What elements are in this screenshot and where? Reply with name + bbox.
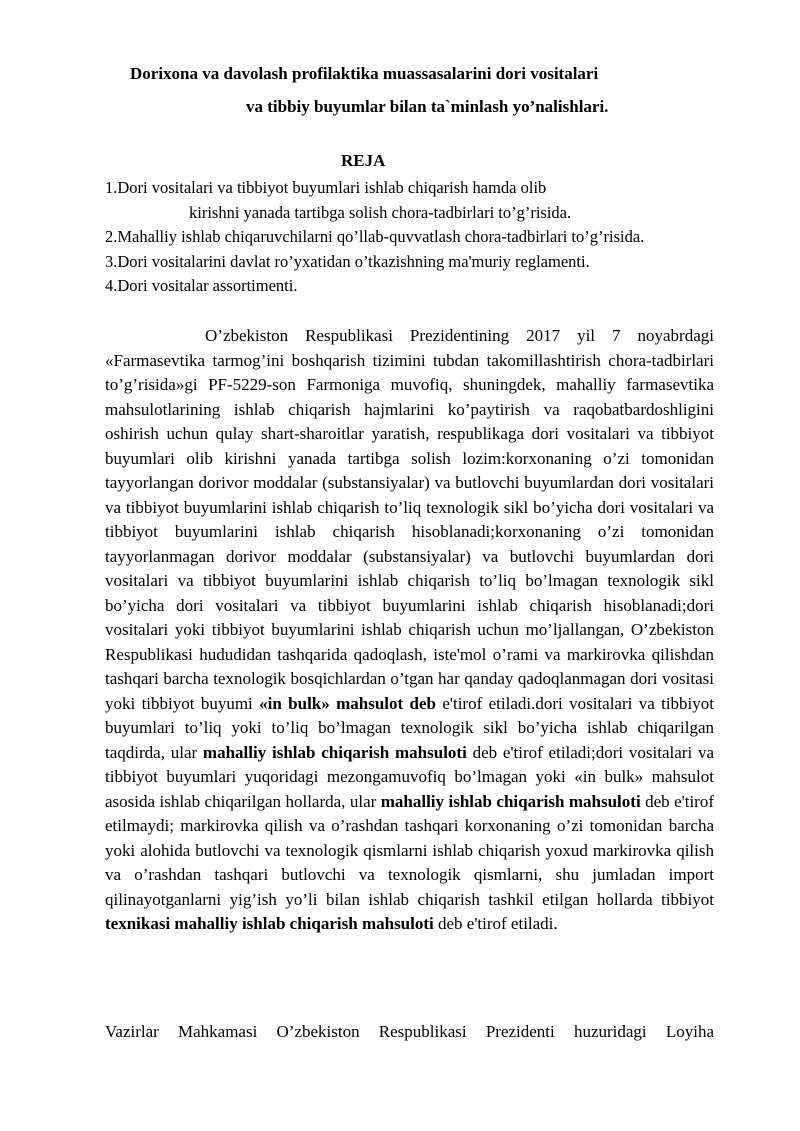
plan-heading: REJA (341, 151, 386, 170)
body-paragraph (105, 324, 714, 937)
body-text-segment: deb e'tirof etilmaydi; markirovka qilish va o’rashdan tashqari korxonaning o’zi tomonidan barcha yoki alohida butlovchi va texnologik qismlarni ishlab chiqarish yoxud markirovka qilish va o’rashdan tashqari butlovchi va texnologik qismlarni, shu jumladan import qilinayotganlarni yig’ish yo’li bilan ishlab chiqarish tashkil etilgan hollarda tibbiyot (105, 791, 714, 909)
document-title-line-2: va tibbiy buyumlar bilan ta`minlash yo’nalishlari. (246, 97, 609, 116)
plan-list (105, 176, 725, 299)
plan-item-3: 3.Dori vositalarini davlat ro’yxatidan o’tkazishning ma'muriy reglamenti. (105, 251, 590, 271)
plan-item-2: 2.Mahalliy ishlab chiqaruvchilarni qo’llab-quvvatlash chora-tadbirlari to’g’risida. (105, 227, 645, 246)
plan-item-4: 4.Dori vositalar assortimenti. (105, 276, 298, 295)
body-text-segment: deb e'tirof etiladi. (433, 914, 558, 933)
body-last-line: Vazirlar Mahkamasi O’zbekiston Respublikasi Prezidenti huzuridagi Loyiha (105, 1022, 714, 1041)
body-text-segment: e'tirof etiladi.dori vositalari va tibbiyot buyumlari to’liq yoki to’liq bo’lmagan texnologik sikl bo’yicha ishlab chiqarilgan taqdirda, ular (105, 693, 714, 762)
plan-item-1: 1.Dori vositalari va tibbiyot buyumlari ishlab chiqarish hamda olib (105, 178, 547, 197)
document-title-line-1: Dorixona va davolash profilaktika muassasalarini dori vositalari (130, 64, 599, 83)
bold-term-in-bulk: «in bulk» mahsulot deb (259, 693, 437, 713)
bold-term-local-product: mahalliy ishlab chiqarish mahsuloti (380, 791, 641, 811)
body-text-segment: deb e'tirof etiladi;dori vositalari va tibbiyot buyumlari yuqoridagi mezongamuvofiq bo’lmagan yoki «in bulk» mahsulot asosida ishlab chiqarilgan hollarda, ular (105, 742, 714, 811)
bold-term-technique-local-product: texnikasi mahalliy ishlab chiqarish mahsuloti (105, 914, 434, 933)
body-text-segment: O’zbekiston Respublikasi Prezidentining 2017 yil 7 noyabrdagi «Farmasevtika tarmog’ini boshqarish tizimini tubdan takomillashtirish chora-tadbirlari to’g’risida»gi PF-5229-son Farmoniga muvofiq, shuningdek, mahalliy farmasevtika mahsulotlarining ishlab chiqarish hajmlarini ko’paytirish va raqobatbardoshligini oshirish uchun qulay shart-sharoitlar yaratish, respublikaga dori vositalari va tibbiyot buyumlari olib kirishni yanada tartibga solish lozim:korxonaning o’zi tomonidan tayyorlangan dorivor moddalar (substansiyalar) va butlovchi buyumlardan dori vositalari va tibbiyot buyumlarini ishlab chiqarish to’liq texnologik sikl bo’yicha dori vositalari va tibbiyot buyumlarini ishlab chiqarish hisoblanadi;korxonaning o’zi tomonidan tayyorlanmagan dorivor moddalar (substansiyalar) va butlovchi buyumlardan dori vositalari va tibbiyot buyumlarini ishlab chiqarish to’liq bo’lmagan texnologik sikl bo’yicha dori vositalari va tibbiyot buyumlarini ishlab chiqarish hisoblanadi;dori vositalari yoki tibbiyot buyumlarini ishlab chiqarish uchun mo’ljallangan, O’zbekiston Respublikasi hududidan tashqarida qadoqlash, iste'mol o’rami va markirovka qilishdan tashqari barcha texnologik bosqichlardan o’tgan har qanday qadoqlanmagan dori vositasi yoki tibbiyot buyumi (105, 326, 714, 713)
bold-term-local-product: mahalliy ishlab chiqarish mahsuloti (202, 742, 467, 762)
plan-item-1-continuation: kirishni yanada tartibga solish chora-tadbirlari to’g’risida. (189, 202, 572, 222)
